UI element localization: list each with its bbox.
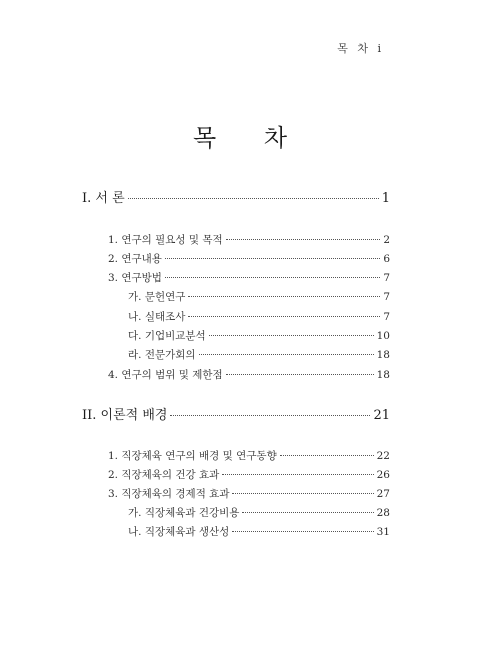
dot-leader bbox=[209, 334, 374, 336]
dot-leader bbox=[165, 276, 380, 278]
toc-subsection-1-3-na[interactable] bbox=[128, 309, 390, 324]
toc-entry-label: 3. 직장체육의 경제적 효과 bbox=[108, 488, 230, 500]
toc-subsection-2-3-ga[interactable] bbox=[128, 505, 390, 520]
toc-page-number: 18 bbox=[376, 369, 390, 381]
toc-entry-label: 1. 직장체육 연구의 배경 및 연구동향 bbox=[108, 450, 277, 462]
toc-title: 목 차 bbox=[193, 124, 307, 152]
dot-leader bbox=[280, 454, 374, 456]
toc-subsection-1-3-da[interactable] bbox=[128, 328, 390, 343]
toc-page-number: 28 bbox=[376, 507, 390, 519]
dot-leader bbox=[128, 197, 379, 199]
toc-page-number: 26 bbox=[376, 469, 390, 481]
toc-section-1-4[interactable] bbox=[108, 367, 390, 382]
toc-entry-label: 다. 기업비교분석 bbox=[128, 330, 206, 342]
running-header: 목 차 i bbox=[337, 42, 384, 55]
toc-section-1-3[interactable] bbox=[108, 270, 390, 285]
toc-page-number: 1 bbox=[381, 191, 390, 206]
dot-leader bbox=[226, 373, 374, 375]
toc-entry-label: 3. 연구방법 bbox=[108, 272, 162, 284]
toc-entry-label: 가. 직장체육과 건강비용 bbox=[128, 507, 240, 519]
dot-leader bbox=[232, 530, 373, 532]
toc-chapter-1[interactable] bbox=[82, 187, 390, 206]
toc-section-1-2[interactable] bbox=[108, 251, 390, 266]
toc-page-number: 18 bbox=[376, 349, 390, 361]
toc-entry-label: 2. 직장체육의 건강 효과 bbox=[108, 469, 220, 481]
dot-leader bbox=[188, 315, 380, 317]
dot-leader bbox=[170, 414, 370, 416]
toc-page-number: 21 bbox=[373, 408, 390, 423]
toc-section-2-2[interactable] bbox=[108, 467, 390, 482]
toc-entry-label: 1. 연구의 필요성 및 목적 bbox=[108, 234, 223, 246]
dot-leader bbox=[242, 511, 373, 513]
dot-leader bbox=[165, 257, 380, 259]
toc-page-number: 7 bbox=[383, 311, 390, 323]
toc-entry-label: 가. 문헌연구 bbox=[128, 291, 186, 303]
dot-leader bbox=[232, 492, 373, 494]
toc-section-2-3[interactable] bbox=[108, 486, 390, 501]
dot-leader bbox=[199, 353, 374, 355]
dot-leader bbox=[222, 473, 373, 475]
toc-subsection-2-3-na[interactable] bbox=[128, 524, 390, 539]
toc-section-2-1[interactable] bbox=[108, 448, 390, 463]
toc-entry-label: 4. 연구의 범위 및 제한점 bbox=[108, 369, 223, 381]
toc-entry-label: 나. 직장체육과 생산성 bbox=[128, 526, 230, 538]
toc-entry-label: 라. 전문가회의 bbox=[128, 349, 196, 361]
dot-leader bbox=[226, 238, 381, 240]
toc-entry-label: II. 이론적 배경 bbox=[82, 408, 168, 423]
toc-page-number: 7 bbox=[383, 291, 390, 303]
toc-page-number: 31 bbox=[376, 526, 390, 538]
toc-section-1-1[interactable] bbox=[108, 232, 390, 247]
toc-entry-label: 2. 연구내용 bbox=[108, 253, 162, 265]
toc-page-number: 2 bbox=[383, 234, 390, 246]
toc-page-number: 6 bbox=[383, 253, 390, 265]
toc-subsection-1-3-ga[interactable] bbox=[128, 289, 390, 304]
toc-page-number: 10 bbox=[376, 330, 390, 342]
toc-entry-label: I. 서 론 bbox=[82, 191, 125, 206]
toc-page-number: 7 bbox=[383, 272, 390, 284]
toc-entry-label: 나. 실태조사 bbox=[128, 311, 186, 323]
toc-subsection-1-3-ra[interactable] bbox=[128, 347, 390, 362]
toc-chapter-2[interactable] bbox=[82, 404, 390, 423]
toc-page-number: 27 bbox=[376, 488, 390, 500]
dot-leader bbox=[188, 295, 380, 297]
toc-page-number: 22 bbox=[376, 450, 390, 462]
